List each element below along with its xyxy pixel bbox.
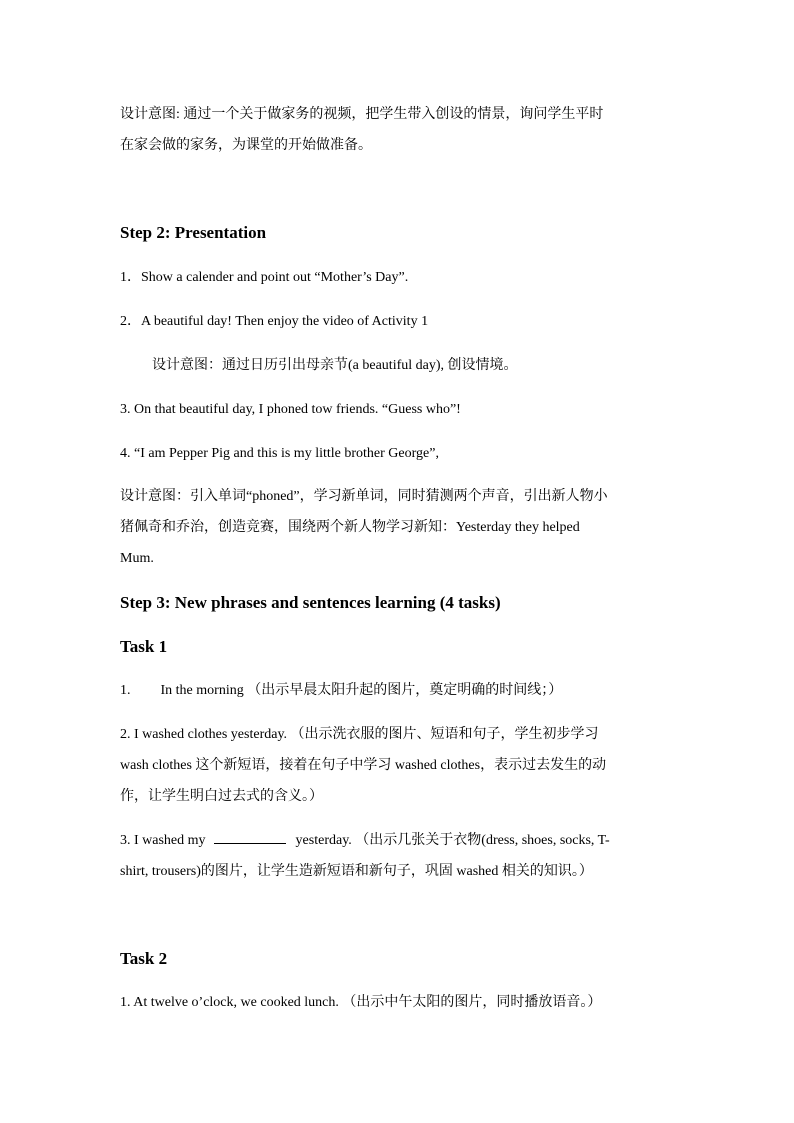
list-item: 4. “I am Pepper Pig and this is my little brother George”, (120, 446, 439, 461)
list-item-number: 1. (120, 683, 131, 698)
section-heading-step3: Step 3: New phrases and sentences learning (4 tasks) (120, 593, 501, 612)
list-item: 2．A beautiful day! Then enjoy the video of Activity 1 (120, 314, 429, 329)
design-intent-line: Mum. (120, 551, 154, 566)
list-item: 1．Show a calender and point out “Mother’s Day”. (120, 270, 409, 285)
task-heading-1: Task 1 (120, 637, 168, 656)
list-item: wash clothes 这个新短语，接着在句子中学习 washed clothes，表示过去发生的动 (120, 758, 607, 773)
design-intent-line: 猪佩奇和乔治，创造竞赛，围绕两个新人物学习新知：Yesterday they helped (120, 520, 580, 535)
list-item: 3. On that beautiful day, I phoned tow friends. “Guess who”! (120, 402, 461, 417)
list-item-text: 3. I washed my (120, 833, 206, 848)
list-item (120, 831, 610, 851)
design-intent-line: 在家会做的家务，为课堂的开始做准备。 (120, 138, 372, 153)
list-item: 作，让学生明白过去式的含义。） (120, 789, 323, 804)
list-item: 2. I washed clothes yesterday. （出示洗衣服的图片、短语和句子，学生初步学习 (120, 727, 599, 742)
document-page (120, 0, 680, 1123)
list-item: shirt, trousers)的图片，让学生造新短语和新句子，巩固 washed 相关的知识。） (120, 864, 593, 879)
task-heading-2: Task 2 (120, 949, 168, 968)
list-item-text: yesterday. （出示几张关于衣物(dress, shoes, socks, T- (295, 833, 610, 848)
design-intent-line: 设计意图：通过日历引出母亲节(a beautiful day), 创设情境。 (152, 358, 518, 373)
design-intent-line: 设计意图：引入单词“phoned”，学习新单词，同时猜测两个声音，引出新人物小 (120, 489, 608, 504)
section-heading-step2: Step 2: Presentation (120, 223, 267, 242)
list-item-text: In the morning （出示早晨太阳升起的图片，奠定明确的时间线；） (160, 683, 563, 698)
list-item: 1. At twelve o’clock, we cooked lunch. （出示中午太阳的图片，同时播放语音。） (120, 995, 602, 1010)
fill-in-blank (214, 831, 286, 844)
list-item (120, 681, 562, 701)
design-intent-line: 设计意图: 通过一个关于做家务的视频，把学生带入创设的情景，询问学生平时 (120, 107, 604, 122)
